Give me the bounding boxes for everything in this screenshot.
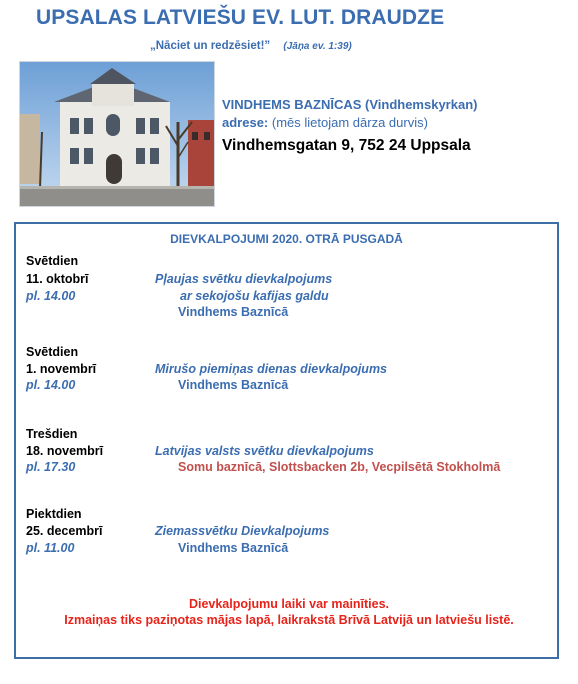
service-name: Latvijas valsts svētku dievkalpojums xyxy=(155,444,374,458)
schedule-title: DIEVKALPOJUMI 2020. OTRĀ PUSGADĀ xyxy=(170,232,403,246)
service-location: Vindhems Baznīcā xyxy=(178,305,289,319)
service-date: 1. novembrī xyxy=(26,362,97,376)
service-date: 18. novembrī xyxy=(26,444,104,458)
address-note: (mēs lietojam dārza durvis) xyxy=(271,115,428,130)
service-subtitle: ar sekojošu kafijas galdu xyxy=(180,289,329,303)
street-address: Vindhemsgatan 9, 752 24 Uppsala xyxy=(222,137,471,154)
notice-line-1: Dievkalpojumu laiki var mainīties. xyxy=(188,597,390,611)
page-title: UPSALAS LATVIEŠU EV. LUT. DRAUDZE xyxy=(36,6,445,29)
service-day: Trešdien xyxy=(26,427,78,441)
service-day: Piektdien xyxy=(26,507,82,521)
motto-text: „Nāciet un redzēsiet!” xyxy=(150,40,271,52)
service-name: Ziemassvētku Dievkalpojums xyxy=(155,524,330,538)
service-date: 11. oktobrī xyxy=(26,272,89,286)
service-name: Mirušo piemiņas dienas dievkalpojums xyxy=(155,362,388,376)
church-name: VINDHEMS BAZNĪCAS (Vindhemskyrkan) xyxy=(222,97,478,112)
service-location: Vindhems Baznīcā xyxy=(178,541,289,555)
address-line xyxy=(222,115,428,130)
church-photo xyxy=(19,61,215,207)
service-name: Pļaujas svētku dievkalpojums xyxy=(155,272,333,286)
motto xyxy=(150,40,352,52)
address-label: adrese: xyxy=(222,115,269,130)
service-location: Somu baznīcā, Slottsbacken 2b, Vecpilsētā Stokholmā xyxy=(178,460,501,474)
service-day: Svētdien xyxy=(26,254,79,268)
service-location: Vindhems Baznīcā xyxy=(178,378,289,392)
service-time: pl. 11.00 xyxy=(26,541,75,555)
service-date: 25. decembrī xyxy=(26,524,103,538)
service-time: pl. 14.00 xyxy=(26,289,76,303)
service-day: Svētdien xyxy=(26,345,79,359)
notice-line-2: Izmaiņas tiks paziņotas mājas lapā, laikrakstā Brīvā Latvijā un latviešu listē. xyxy=(64,613,514,627)
service-time: pl. 14.00 xyxy=(26,378,76,392)
service-time: pl. 17.30 xyxy=(26,460,76,474)
motto-reference: (Jāņa ev. 1:39) xyxy=(283,41,352,52)
schedule-box xyxy=(14,222,559,659)
